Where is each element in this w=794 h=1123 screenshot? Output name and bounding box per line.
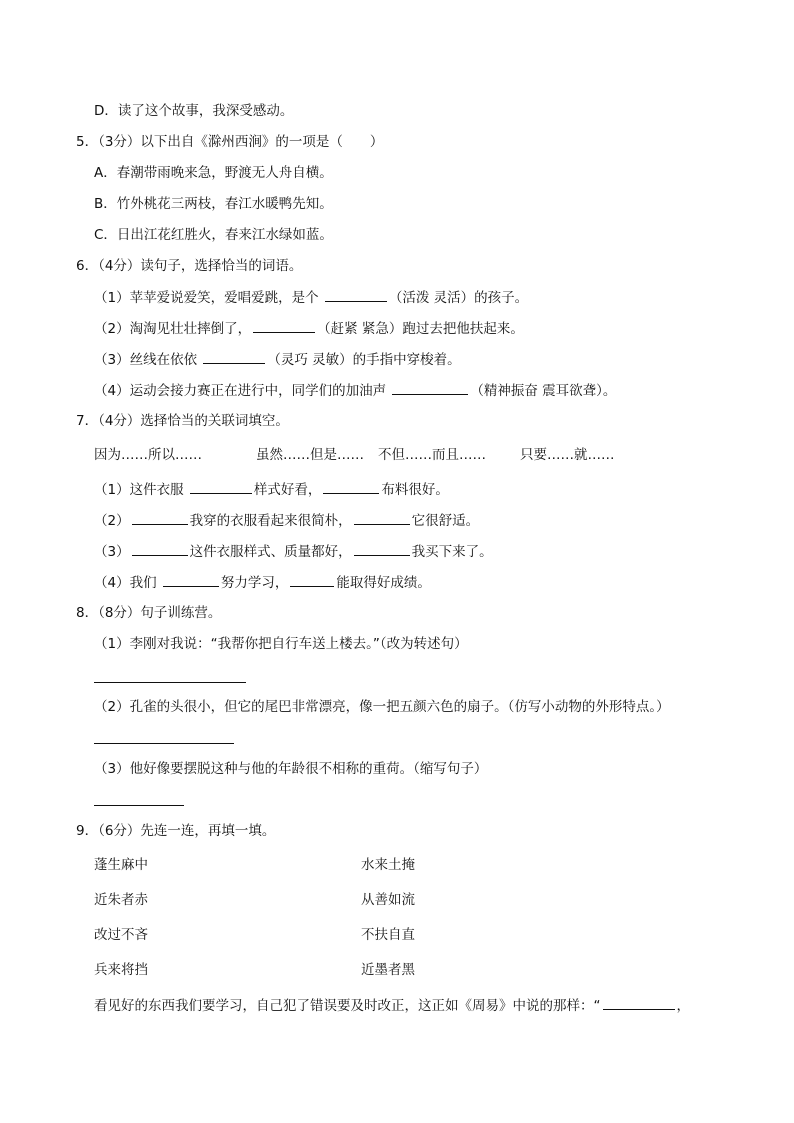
q6-s1-text-a: （1）苹苹爱说爱笑，爱唱爱跳，是个 [94,290,319,306]
q6-s1-text-b: （活泼 灵活）的孩子。 [388,290,529,306]
q8-answer-line-2[interactable] [94,743,234,744]
q9-heading: 9．（6分）先连一连，再填一填。 [76,823,276,839]
q9-tail-blank[interactable] [603,995,675,1010]
q7-s2-text-c: 它很舒适。 [411,513,480,529]
q6-s3-text-b: （灵巧 灵敏）的手指中穿梭着。 [267,352,461,368]
q7-s2-text-a: （2） [94,513,130,529]
q5-heading: 5．（3分）以下出自《滁州西涧》的一项是（ ） [76,134,384,150]
q8-answer-line-1[interactable] [94,682,246,683]
q7-s1-text-b: 样式好看， [253,482,322,498]
q9-left-item-4[interactable]: 兵来将挡 [94,962,148,978]
q7-s1-blank-1[interactable] [190,479,252,494]
q7-s4-blank-2[interactable] [290,572,334,587]
q7-s3-blank-1[interactable] [132,541,188,556]
q6-s1-blank[interactable] [325,287,387,302]
q6-sentence-1 [94,287,528,308]
q7-s1-blank-2[interactable] [323,479,379,494]
q6-sentence-3 [94,349,461,370]
q4-option-d: D．读了这个故事，我深受感动。 [94,103,294,119]
q9-left-item-1[interactable]: 蓬生麻中 [94,857,148,873]
q5-option-c[interactable]: C．日出江花红胜火，春来江水绿如蓝。 [94,227,333,243]
q7-s4-text-c: 能取得好成绩。 [336,575,431,591]
q7-s1-text-c: 布料很好。 [381,482,449,498]
q7-s3-text-b: 这件衣服样式、质量都好， [189,544,352,560]
q7-option-2: 虽然……但是…… [256,447,364,463]
q7-sentence-2 [94,510,479,531]
q7-sentence-4 [94,572,431,593]
q6-s4-text-b: （精神振奋 震耳欲聋）。 [470,383,617,399]
q9-tail-sentence [94,995,690,1016]
q7-s4-text-b: 努力学习， [220,575,289,591]
q5-option-a[interactable]: A．春潮带雨晚来急，野渡无人舟自横。 [94,165,333,181]
q9-tail-text-b: ， [676,998,690,1014]
q8-sentence-1: （1）李刚对我说：“我帮你把自行车送上楼去。”（改为转述句） [94,636,468,652]
q7-s4-blank-1[interactable] [163,572,219,587]
q7-option-1: 因为……所以…… [94,447,202,463]
q7-s2-blank-1[interactable] [132,510,188,525]
q7-sentence-3 [94,541,493,562]
q9-right-item-3[interactable]: 不扶自直 [361,927,415,943]
q8-sentence-2: （2）孔雀的头很小，但它的尾巴非常漂亮，像一把五颜六色的扇子。（仿写小动物的外形特点。） [94,699,670,715]
q9-left-item-2[interactable]: 近朱者赤 [94,892,148,908]
q9-tail-text-a: 看见好的东西我们要学习，自己犯了错误要及时改正，这正如《周易》中说的那样：“ [94,998,601,1014]
q7-option-4: 只要……就…… [520,447,615,463]
q6-s2-text-a: （2）淘淘见壮壮摔倒了， [94,321,252,337]
q6-s4-text-a: （4）运动会接力赛正在进行中，同学们的加油声 [94,383,387,399]
q7-heading: 7．（4分）选择恰当的关联词填空。 [76,413,289,429]
q8-sentence-3: （3）他好像要摆脱这种与他的年龄很不相称的重荷。（缩写句子） [94,761,488,777]
q7-s2-blank-2[interactable] [354,510,410,525]
q9-left-item-3[interactable]: 改过不吝 [94,927,148,943]
q7-s3-blank-2[interactable] [354,541,410,556]
q6-s4-blank[interactable] [392,380,468,395]
q6-sentence-2 [94,318,524,339]
q7-sentence-1 [94,479,449,500]
q7-s3-text-a: （3） [94,544,130,560]
q6-s3-blank[interactable] [203,349,265,364]
q6-s3-text-a: （3）丝线在依依 [94,352,198,368]
q6-sentence-4 [94,380,616,401]
q9-right-item-4[interactable]: 近墨者黑 [361,962,415,978]
q9-right-item-1[interactable]: 水来土掩 [361,857,415,873]
q8-heading: 8．（8分）句子训练营。 [76,605,222,621]
q7-s3-text-c: 我买下来了。 [411,544,493,560]
q7-s2-text-b: 我穿的衣服看起来很简朴， [189,513,352,529]
q9-right-item-2[interactable]: 从善如流 [361,892,415,908]
q6-s2-blank[interactable] [253,318,315,333]
q7-option-3: 不但……而且…… [378,447,486,463]
q7-s1-text-a: （1）这件衣服 [94,482,184,498]
q5-option-b[interactable]: B．竹外桃花三两枝，春江水暖鸭先知。 [94,196,333,212]
q6-heading: 6．（4分）读句子，选择恰当的词语。 [76,258,303,274]
q7-s4-text-a: （4）我们 [94,575,157,591]
q8-answer-line-3[interactable] [94,805,184,806]
q6-s2-text-b: （赶紧 紧急）跑过去把他扶起来。 [317,321,524,337]
